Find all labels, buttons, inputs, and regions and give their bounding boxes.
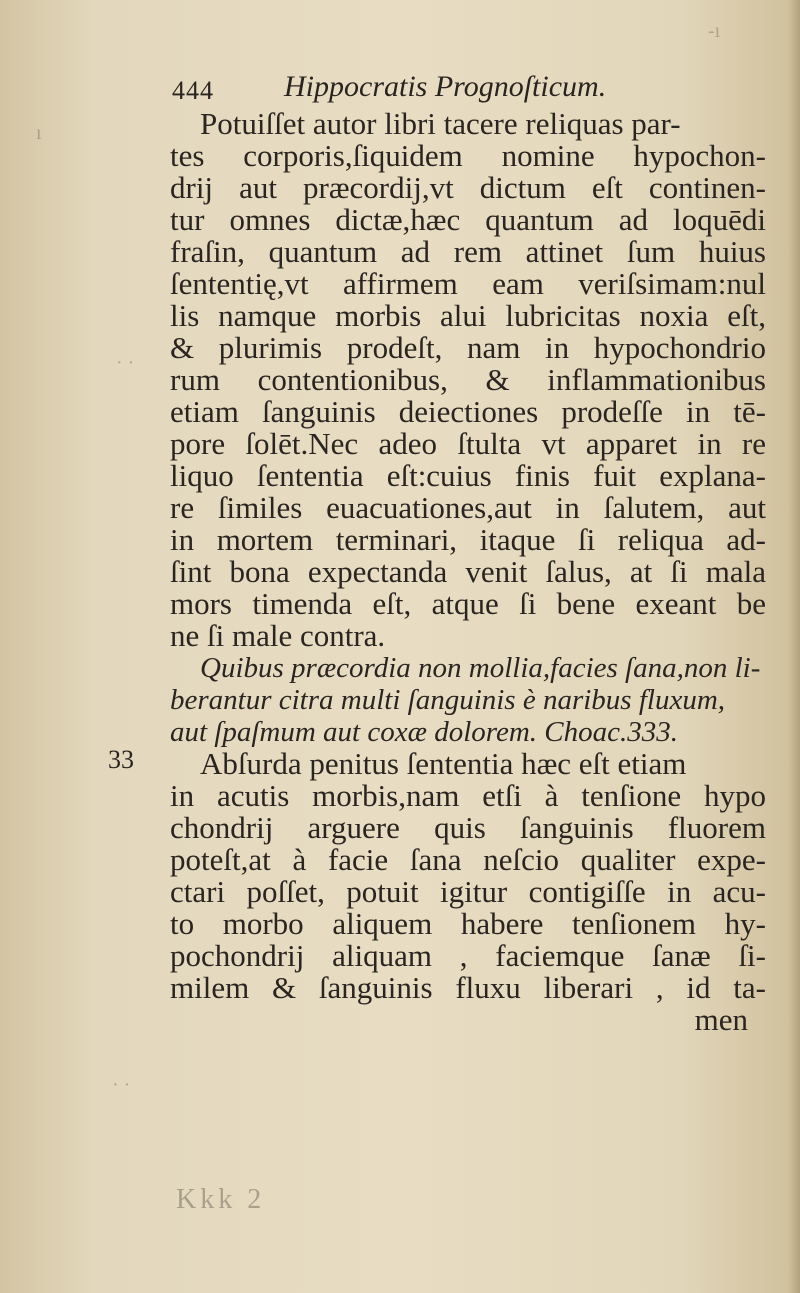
text-line: in mortem terminari, itaque ſi reliqua ad- xyxy=(170,522,766,557)
text-line: ne ſi male contra. xyxy=(170,618,386,653)
margin-section-number: 33 xyxy=(108,745,134,774)
text-line: & plurimis prodeſt, nam in hypochondrio xyxy=(170,330,766,365)
text-line: ſint bona expectanda venit ſalus, at ſi mala xyxy=(170,554,766,589)
text-line: drij aut præcordij,vt dictum eſt continen- xyxy=(170,170,766,205)
text-line: re ſimiles euacuationes,aut in ſalutem, aut xyxy=(170,490,766,525)
page-number: 444 xyxy=(172,76,214,105)
catchword: men xyxy=(694,1002,748,1037)
text-line: poteſt,at à facie ſana neſcio qualiter expe- xyxy=(170,842,766,877)
text-line: mors timenda eſt, atque ſi bene exeant be xyxy=(170,586,766,621)
text-line: in acutis morbis,nam etſi à tenſione hypo xyxy=(170,778,766,813)
text-line: rum contentionibus, & inflammationibus xyxy=(170,362,766,397)
quoted-aphorism-line: berantur citra multi ſanguinis è naribus fluxum, xyxy=(170,684,726,716)
quoted-aphorism-line: aut ſpaſmum aut coxæ dolorem. Choac.333. xyxy=(170,716,678,748)
text-line: Abſurda penitus ſententia hæc eſt etiam xyxy=(200,746,687,781)
page-header xyxy=(172,70,712,104)
text-line: lis namque morbis alui lubricitas noxia eſt, xyxy=(170,298,766,333)
text-line: pore ſolēt.Nec adeo ſtulta vt apparet in re xyxy=(170,426,766,461)
text-line: to morbo aliquem habere tenſionem hy- xyxy=(170,906,766,941)
text-line: Potuiſſet autor libri tacere reliquas par- xyxy=(200,106,681,141)
text-line: tes corporis,ſiquidem nomine hypochon- xyxy=(170,138,766,173)
text-line: etiam ſanguinis deiectiones prodeſſe in tē- xyxy=(170,394,766,429)
text-line: milem & ſanguinis fluxu liberari , id ta- xyxy=(170,970,766,1005)
margin-mark: ı xyxy=(36,122,42,144)
signature-mark: Kkk 2 xyxy=(176,1184,266,1215)
text-line: ſententię,vt affirmem eam veriſsimam:nul xyxy=(170,266,766,301)
body-text xyxy=(170,108,766,1036)
quoted-aphorism-line: Quibus præcordia non mollia,facies ſana,non li- xyxy=(200,652,761,684)
text-line: fraſin, quantum ad rem attinet ſum huius xyxy=(170,234,766,269)
text-line: liquo ſententia eſt:cuius finis fuit explana- xyxy=(170,458,766,493)
margin-mark: · · xyxy=(112,1074,131,1096)
margin-mark: · · xyxy=(116,352,135,374)
text-line: chondrij arguere quis ſanguinis fluorem xyxy=(170,810,766,845)
margin-mark: -ı xyxy=(708,20,721,42)
running-title: Hippocratis Prognoſticum. xyxy=(284,70,607,103)
text-line: pochondrij aliquam , faciemque ſanæ ſi- xyxy=(170,938,766,973)
text-line: ctari poſſet, potuit igitur contigiſſe in acu- xyxy=(170,874,766,909)
text-line: tur omnes dictæ,hæc quantum ad loquēdi xyxy=(170,202,766,237)
